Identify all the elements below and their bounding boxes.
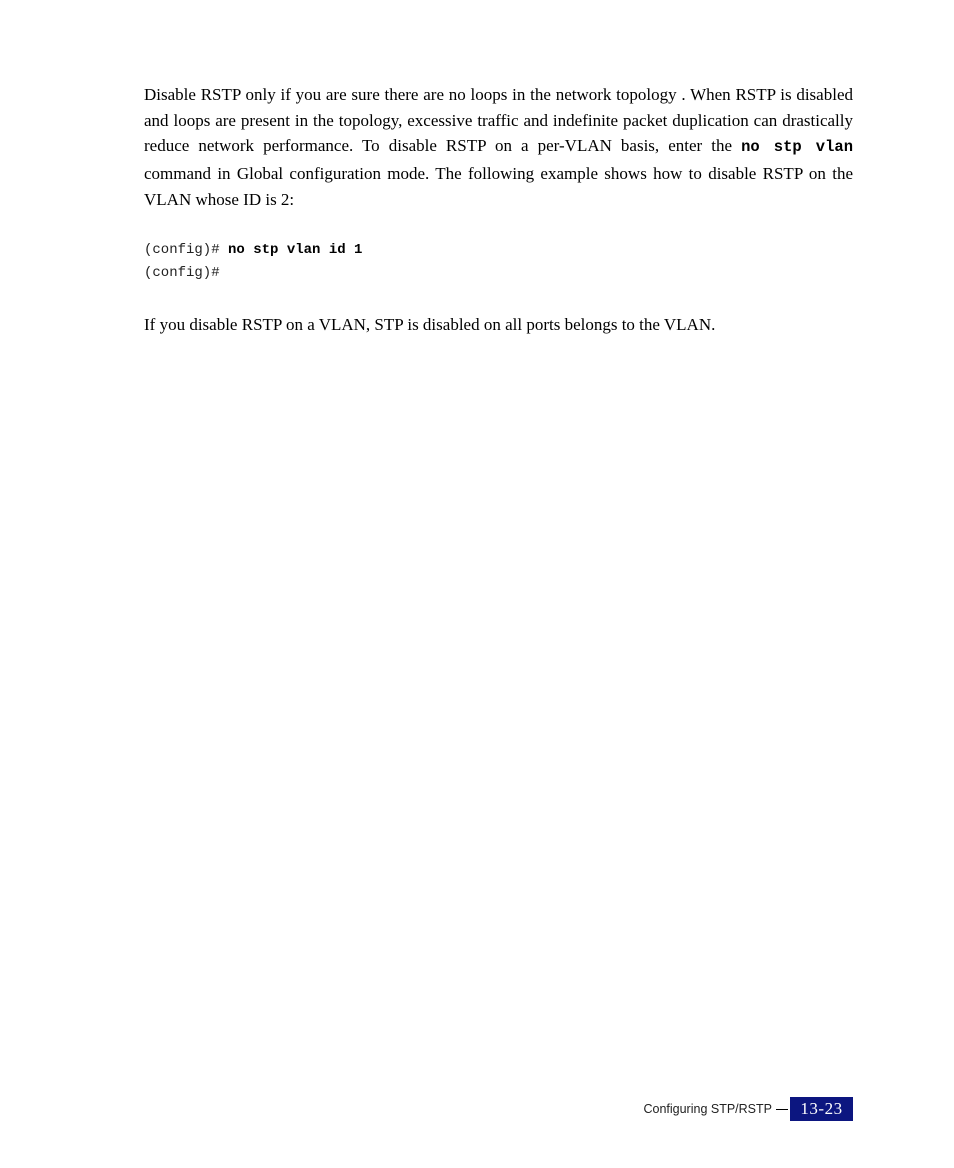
page-footer <box>643 1097 853 1121</box>
footer-divider <box>776 1109 788 1110</box>
page-number-badge: 13-23 <box>790 1097 853 1121</box>
code-command: no stp vlan id 1 <box>228 241 363 258</box>
code-line-2 <box>144 262 853 285</box>
note-paragraph: If you disable RSTP on a VLAN, STP is disabled on all ports belongs to the VLAN. <box>144 314 716 334</box>
intro-text-before-command: Disable RSTP only if you are sure there are no loops in the network topology . When RSTP is disabled and loops are present in the topology, excessive traffic and indefinite packet duplication can drastically reduce network performance. To disable RSTP on a per-VLAN basis, enter the <box>144 85 853 156</box>
footer-chapter-title: Configuring STP/RSTP <box>643 1102 772 1116</box>
code-example <box>144 239 853 285</box>
inline-command: no stp vlan <box>741 138 853 157</box>
document-body <box>144 82 853 337</box>
code-prompt: (config)# <box>144 264 220 281</box>
intro-text-after-command: command in Global configuration mode. The following example shows how to disable RSTP on the VLAN whose ID is 2: <box>144 164 853 209</box>
code-line-1 <box>144 239 853 262</box>
code-prompt: (config)# <box>144 241 229 258</box>
intro-paragraph <box>144 82 853 213</box>
